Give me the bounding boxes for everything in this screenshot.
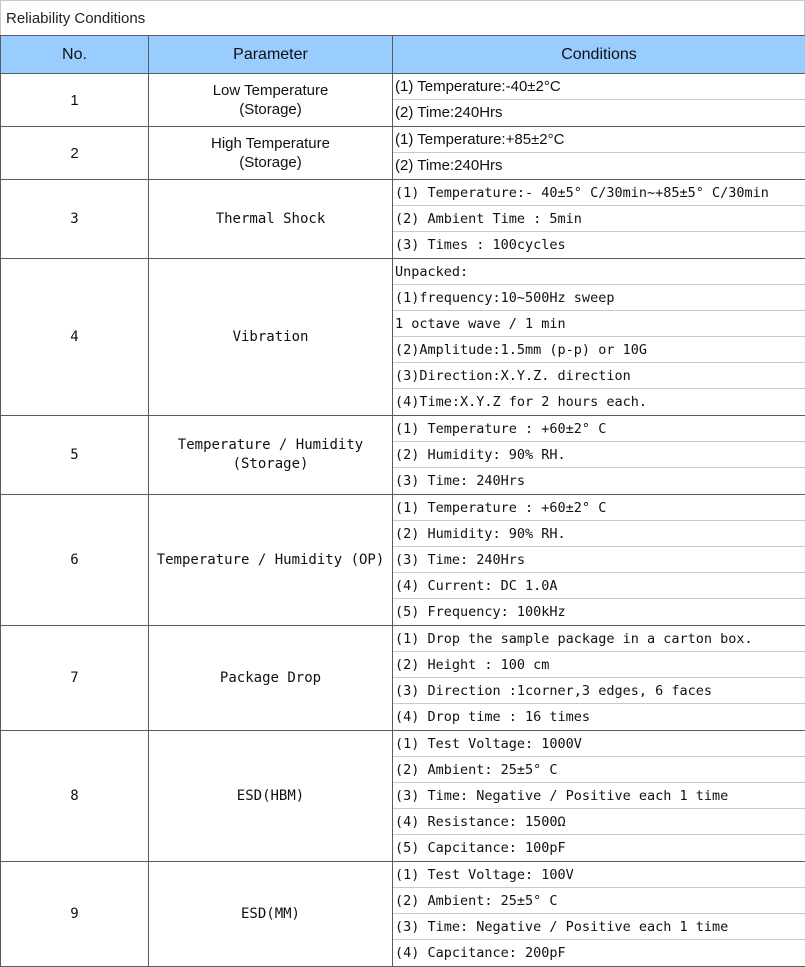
condition-line: (2) Humidity: 90% RH.: [393, 442, 805, 468]
row-number: 8: [1, 731, 149, 862]
row-number: 2: [1, 127, 149, 180]
condition-line: (3) Time: 240Hrs: [393, 547, 805, 573]
condition-line: (3) Times : 100cycles: [393, 232, 805, 258]
row-number: 7: [1, 626, 149, 731]
condition-line: (2) Ambient: 25±5° C: [393, 757, 805, 783]
condition-line: (3) Time: Negative / Positive each 1 time: [393, 914, 805, 940]
condition-line: (3) Time: 240Hrs: [393, 468, 805, 494]
parameter-cell: [149, 74, 393, 127]
parameter-cell: [149, 259, 393, 416]
section-title: Reliability Conditions: [0, 0, 805, 35]
parameter-name: Temperature / Humidity (Storage): [178, 437, 363, 472]
row-number: 3: [1, 180, 149, 259]
conditions-cell: [393, 127, 805, 180]
parameter-cell: [149, 495, 393, 626]
condition-line: (2) Humidity: 90% RH.: [393, 521, 805, 547]
conditions-cell: [393, 416, 805, 495]
condition-line: (2)Amplitude:1.5mm (p-p) or 10G: [393, 337, 805, 363]
condition-line: (2) Time:240Hrs: [393, 100, 805, 126]
parameter-name: High Temperature (Storage): [211, 135, 330, 171]
row-number: 1: [1, 74, 149, 127]
condition-line: (4) Capcitance: 200pF: [393, 940, 805, 966]
table-row: [1, 495, 805, 626]
condition-line: (2) Time:240Hrs: [393, 153, 805, 179]
parameter-name: Temperature / Humidity (OP): [157, 552, 385, 568]
parameter-name: ESD(MM): [241, 906, 300, 922]
condition-line: (4) Drop time : 16 times: [393, 704, 805, 730]
conditions-cell: [393, 862, 805, 967]
conditions-cell: [393, 180, 805, 259]
row-number: 9: [1, 862, 149, 967]
parameter-cell: [149, 180, 393, 259]
condition-line: (1) Drop the sample package in a carton box.: [393, 626, 805, 652]
table-row: [1, 731, 805, 862]
table-row: [1, 416, 805, 495]
parameter-name: Vibration: [233, 329, 309, 345]
table-row: [1, 626, 805, 731]
header-parameter: Parameter: [149, 36, 393, 74]
condition-line: (5) Frequency: 100kHz: [393, 599, 805, 625]
header-conditions: Conditions: [393, 36, 805, 74]
parameter-name: Thermal Shock: [216, 211, 326, 227]
parameter-name: ESD(HBM): [237, 788, 304, 804]
condition-line: Unpacked:: [393, 259, 805, 285]
condition-line: (2) Height : 100 cm: [393, 652, 805, 678]
condition-line: (1) Test Voltage: 1000V: [393, 731, 805, 757]
condition-line: (4) Resistance: 1500Ω: [393, 809, 805, 835]
parameter-cell: [149, 862, 393, 967]
condition-line: (1) Temperature : +60±2° C: [393, 495, 805, 521]
condition-line: (4)Time:X.Y.Z for 2 hours each.: [393, 389, 805, 415]
conditions-cell: [393, 259, 805, 416]
table-row: [1, 127, 805, 180]
table-row: [1, 180, 805, 259]
parameter-name: Low Temperature (Storage): [213, 82, 329, 118]
parameter-cell: [149, 731, 393, 862]
conditions-cell: [393, 495, 805, 626]
condition-line: (2) Ambient: 25±5° C: [393, 888, 805, 914]
condition-line: (1) Test Voltage: 100V: [393, 862, 805, 888]
row-number: 5: [1, 416, 149, 495]
table-header-row: [1, 36, 805, 74]
row-number: 6: [1, 495, 149, 626]
condition-line: (3) Direction :1corner,3 edges, 6 faces: [393, 678, 805, 704]
condition-line: (3) Time: Negative / Positive each 1 time: [393, 783, 805, 809]
reliability-table: [0, 35, 805, 967]
row-number: 4: [1, 259, 149, 416]
condition-line: 1 octave wave / 1 min: [393, 311, 805, 337]
condition-line: (1)frequency:10~500Hz sweep: [393, 285, 805, 311]
table-row: [1, 862, 805, 967]
condition-line: (4) Current: DC 1.0A: [393, 573, 805, 599]
conditions-cell: [393, 626, 805, 731]
table-row: [1, 74, 805, 127]
parameter-cell: [149, 626, 393, 731]
condition-line: (2) Ambient Time : 5min: [393, 206, 805, 232]
condition-line: (1) Temperature:- 40±5° C/30min~+85±5° C/30min: [393, 180, 805, 206]
table-row: [1, 259, 805, 416]
condition-line: (1) Temperature : +60±2° C: [393, 416, 805, 442]
condition-line: (1) Temperature:+85±2°C: [393, 127, 805, 153]
parameter-cell: [149, 127, 393, 180]
condition-line: (3)Direction:X.Y.Z. direction: [393, 363, 805, 389]
condition-line: (1) Temperature:-40±2°C: [393, 74, 805, 100]
condition-line: (5) Capcitance: 100pF: [393, 835, 805, 861]
conditions-cell: [393, 731, 805, 862]
parameter-cell: [149, 416, 393, 495]
parameter-name: Package Drop: [220, 670, 321, 686]
header-no: No.: [1, 36, 149, 74]
conditions-cell: [393, 74, 805, 127]
